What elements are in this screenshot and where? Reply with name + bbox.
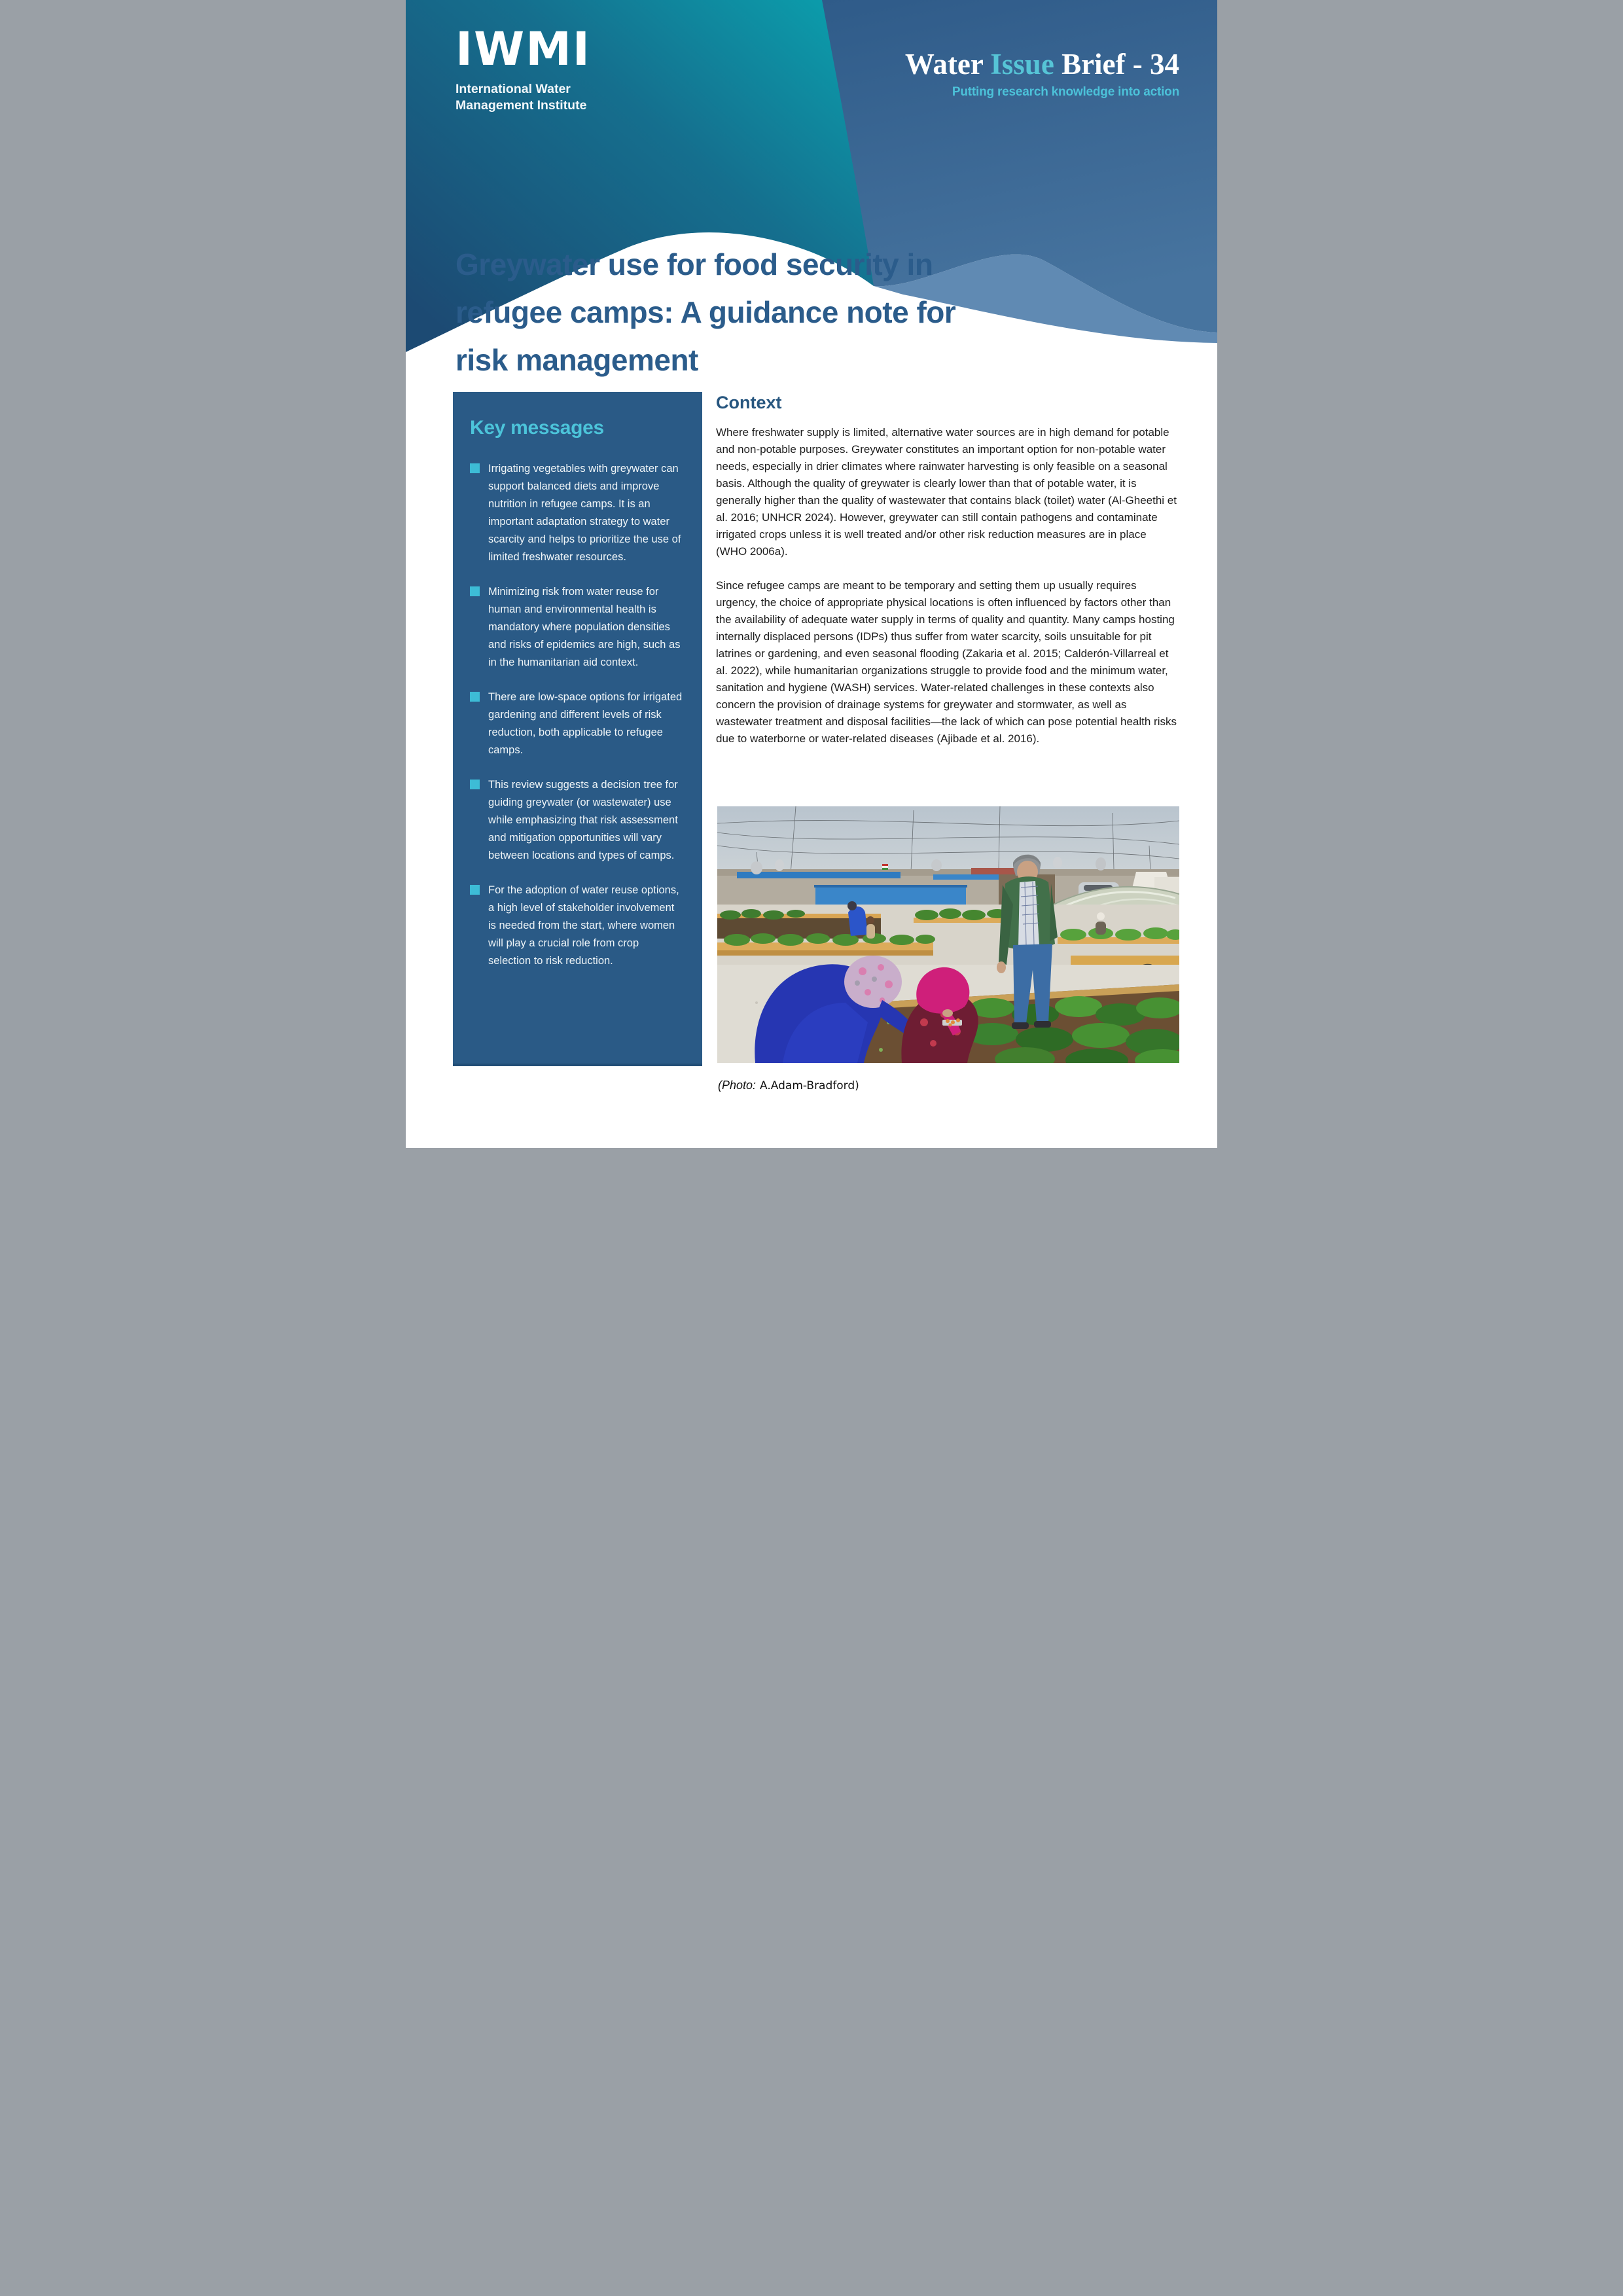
list-item (470, 689, 684, 759)
context-paragraph-2: Since refugee camps are meant to be temporary and setting them up usually requires urgency, the choice of appropriate physical locations is often influenced by factors other than the availability of adequate water supply in terms of quality and quantity. Many camps hosting internally displaced persons (IDPs) thus suffer from water scarcity, soils unsuitable for pit latrines or gardening, and even seasonal flooding (Zakaria et al. 2015; Calderón-Villarreal et al. 2022), while humanitarian organizations struggle to provide food and the minimum water, sanitation and hygiene (WASH) services. Water-related challenges in these contexts also concern the provision of drainage systems for greywater and stormwater, as well as wastewater treatment and disposal facilities—the lack of which can pose potential health risks due to waterborne or water-related diseases (Ajibade et al. 2016). (716, 579, 1177, 745)
brief-cover-page (406, 0, 1217, 1148)
list-item (470, 460, 684, 566)
bullet-square-icon (470, 692, 480, 702)
masthead (905, 48, 1179, 99)
bullet-square-icon (470, 780, 480, 789)
document-title-line1: Greywater use for food security in (455, 247, 933, 281)
org-name (455, 81, 591, 114)
context-heading: Context (716, 393, 782, 412)
context-paragraph-1: Where freshwater supply is limited, alternative water sources are in high demand for potable and non-potable purposes. Greywater constitutes an important option for non-potable water needs, especially in drier climates where rainwater harvesting is only feasible on a seasonal basis. Although the quality of greywater is clearly lower than that of potable water, it is generally higher than the quality of wastewater that contains black (toilet) water (Al-Gheethi et al. 2016; UNHCR 2024). However, greywater can still contain pathogens and contaminate irrigated crops unless it is well treated and/or other risk reduction measures are in place (WHO 2006a). (716, 426, 1177, 558)
garden-photo (717, 806, 1179, 1063)
series-title-issue: Issue (990, 48, 1054, 81)
key-message-text: Irrigating vegetables with greywater can support balanced diets and improve nutrition in refugee camps. It is an important adaptation strategy to water scarcity and helps to prioritize the use of limited freshwater resources. (488, 463, 681, 563)
photo-caption (718, 1079, 859, 1092)
list-item (470, 583, 684, 672)
bullet-square-icon (470, 885, 480, 895)
org-name-line2: Management Institute (455, 98, 587, 113)
bullet-square-icon (470, 586, 480, 596)
context-section (716, 393, 1179, 747)
iwmi-logo (455, 22, 591, 114)
series-title (905, 48, 1179, 80)
key-message-text: This review suggests a decision tree for guiding greywater (or wastewater) use while emphasizing that risk assessment and mitigation opportunities will vary between locations and types of camps. (488, 779, 678, 861)
key-message-text: There are low-space options for irrigated gardening and different levels of risk reduction, both applicable to refugee camps. (488, 691, 683, 756)
series-tagline: Putting research knowledge into action (952, 85, 1179, 99)
key-message-text: Minimizing risk from water reuse for human and environmental health is mandatory where population densities and risks of epidemics are high, such as in the humanitarian aid context. (488, 586, 681, 668)
series-title-water: Water (904, 48, 984, 81)
iwmi-logo-mark: IWMI (455, 22, 591, 76)
org-name-line1: International Water (455, 82, 571, 96)
list-item (470, 882, 684, 970)
document-title (455, 241, 1058, 384)
photo-caption-prefix: (Photo: (718, 1079, 757, 1092)
list-item (470, 776, 684, 865)
key-message-text: For the adoption of water reuse options, a high level of stakeholder involvement is needed from the start, where women will play a crucial role from crop selection to risk reduction. (488, 884, 679, 967)
document-title-line3: risk management (455, 343, 698, 377)
series-title-brief-number: Brief - 34 (1061, 48, 1179, 81)
document-title-line2: refugee camps: A guidance note for (455, 295, 956, 329)
key-messages-heading: Key messages (470, 417, 604, 439)
photo-caption-author: A.Adam-Bradford) (760, 1079, 859, 1092)
bullet-square-icon (470, 463, 480, 473)
key-messages-panel (453, 392, 702, 1066)
